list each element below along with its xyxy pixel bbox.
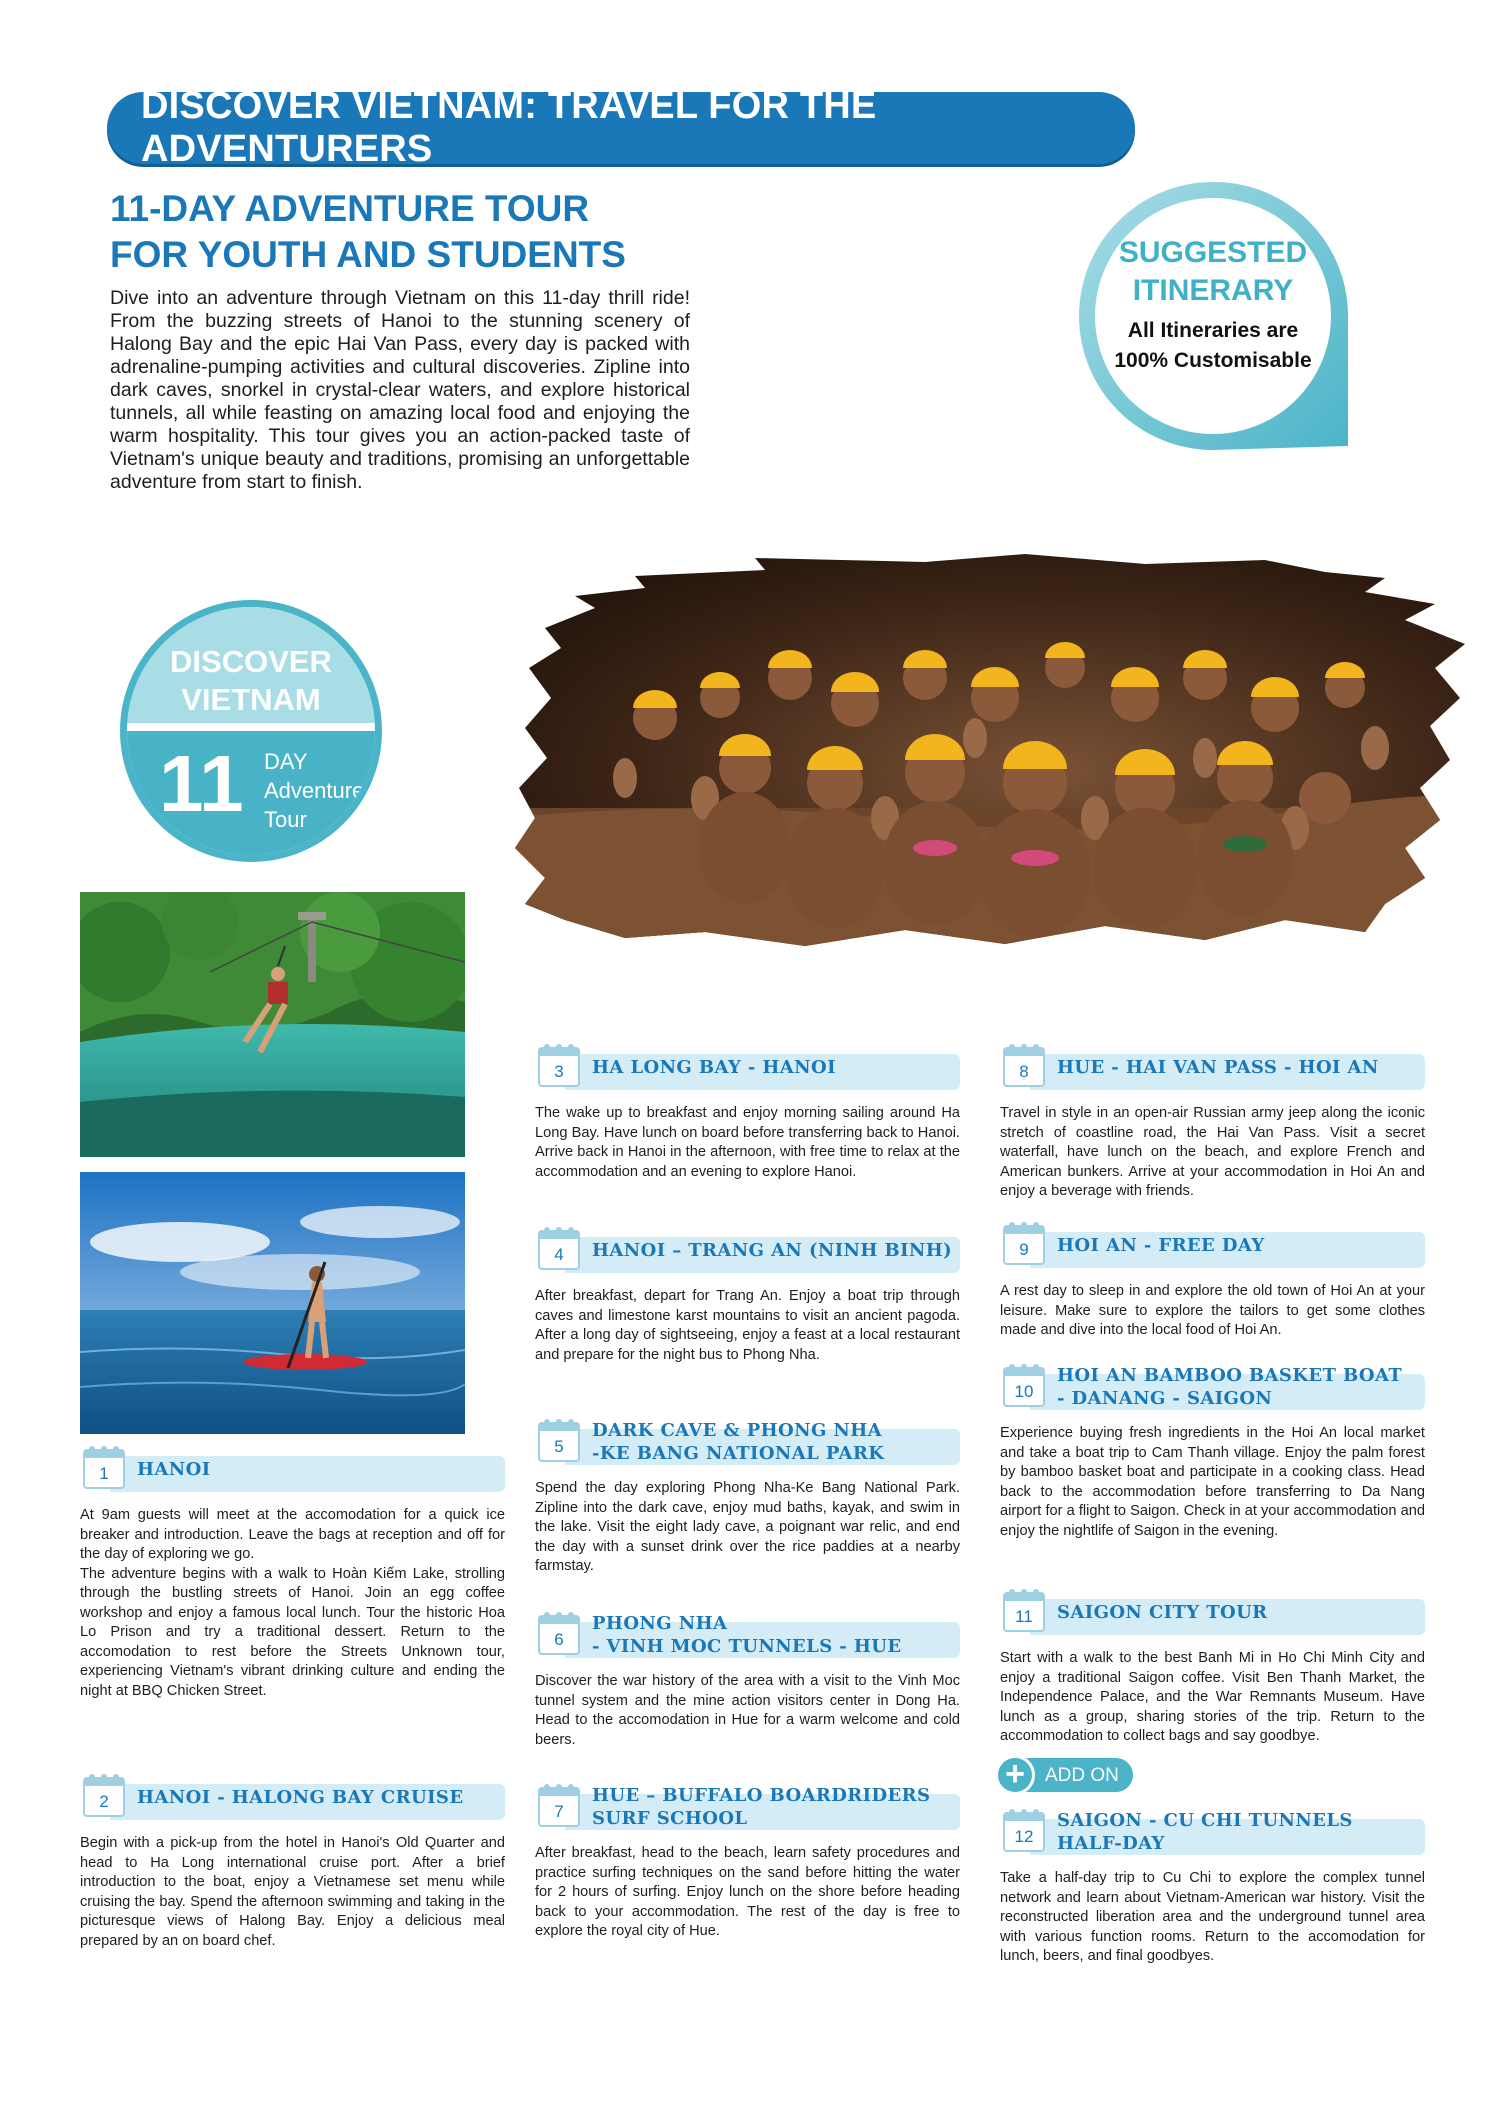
day-12-tab [1000, 1810, 1425, 1855]
day-7-body: After breakfast, head to the beach, learn safety procedures and practice surfing techniques on the sand before hitting the water for 2 hours of surfing. Enjoy lunch on the shore before heading back to your accommodation. The rest of the day is free to explore the royal city of Hue. [535, 1845, 960, 1939]
discover-title [127, 643, 375, 719]
suggested-subtitle [1068, 316, 1358, 376]
paddleboard-photo [80, 1172, 465, 1434]
day-9-tab [1000, 1228, 1425, 1268]
day-11-tab [1000, 1595, 1425, 1635]
mud-bath-group-photo [505, 548, 1495, 953]
discover-unit-line3: Tour [264, 807, 307, 832]
day-11-title-line1: SAIGON CITY TOUR [1057, 1602, 1268, 1623]
day-3-section [535, 1050, 960, 1182]
day-8-title-line1: HUE - HAI VAN PASS - HOI AN [1057, 1057, 1379, 1078]
day-4-section [535, 1233, 960, 1365]
day-7-title-line1: HUE – BUFFALO BOARDRIDERS [592, 1785, 931, 1806]
day-2-title [137, 1786, 499, 1809]
day-6-title [592, 1612, 954, 1658]
day-1-title-line1: HANOI [137, 1459, 211, 1480]
day-10-body: Experience buying fresh ingredients in the Hoi An local market and take a boat trip to Cam Thanh village. Enjoy the palm forest by bamboo basket boat and participate in a cooking class. Head back to the accommodation before transferring to Da Nang airport for a flight to Saigon. Check in at your accommodation and enjoy the nightlife of Saigon in the evening. [1000, 1425, 1425, 1539]
day-10-section [1000, 1365, 1425, 1541]
day-9-title-line1: HOI AN - FREE DAY [1057, 1235, 1265, 1256]
day-8-tab [1000, 1050, 1425, 1090]
suggested-title-line2: ITINERARY [1132, 274, 1294, 307]
day-7-title-line2: SURF SCHOOL [592, 1808, 748, 1829]
banner-title: DISCOVER VIETNAM: TRAVEL FOR THE ADVENTURERS [141, 85, 877, 170]
badge-pin-shape [1068, 178, 1358, 450]
day-10-title-line1: HOI AN BAMBOO BASKET BOAT [1057, 1365, 1403, 1386]
suggested-sub-line2: 100% Customisable [1114, 349, 1312, 372]
day-5-title [592, 1419, 954, 1465]
day-3-title-line1: HA LONG BAY - HANOI [592, 1057, 836, 1078]
day-12-title-line1: SAIGON - CU CHI TUNNELS [1057, 1810, 1353, 1831]
day-6-body: Discover the war history of the area with a visit to the Vinh Moc tunnel system and the mine action visitors center in Dong Ha. Head to the accomodation in Hue for a warm welcome and cold beers. [535, 1673, 960, 1748]
zipline-lake-photo [80, 892, 465, 1157]
day-1-body: At 9am guests will meet at the accomodation for a quick ice breaker and introduction. Leave the bags at reception and off for the day of exploring we go. The adventure begins with a walk to Hoàn Kiếm Lake, strolling through the bustling streets of Hanoi. Join an egg coffee workshop and enjoy a famous local lunch. Tour the historic Hoa Lo Prison and try a traditional dessert. Return to the accomodation to rest before the Streets Unknown tour, experiencing Vietnam's vibrant drinking culture and ending the night at BBQ Chicken Street. [80, 1507, 505, 1699]
day-5-title-line1: DARK CAVE & PHONG NHA [592, 1420, 883, 1441]
day-10-title [1057, 1364, 1419, 1410]
discover-vietnam-badge [120, 600, 382, 862]
discover-unit [264, 747, 364, 834]
tour-intro: Dive into an adventure through Vietnam on this 11-day thrill ride! From the buzzing streets of Hanoi to the stunning scenery of Halong Bay and the epic Hai Van Pass, every day is packed with adrenaline-pumping activities and cultural discoveries. Zipline into dark caves, snorkel in crystal-clear waters, and explore historical tunnels, all while feasting on amazing local food and enjoying the warm hospitality. This tour gives you an action-packed taste of Vietnam's unique beauty and traditions, promising an unforgettable adventure from start to finish. [110, 287, 690, 493]
day-4-body: After breakfast, depart for Trang An. Enjoy a boat trip through caves and limestone karst mountains to visit an ancient pagoda. After a long day of sightseeing, enjoy a feast at a local restaurant and prepare for the night bus to Phong Nha. [535, 1288, 960, 1363]
day-6-number: 6 [554, 1630, 564, 1649]
day-5-title-line2: -KE BANG NATIONAL PARK [592, 1443, 885, 1464]
day-8-number: 8 [1019, 1062, 1029, 1081]
day-8-section [1000, 1050, 1425, 1202]
suggested-title-line1: SUGGESTED [1118, 236, 1308, 269]
day-9-section [1000, 1228, 1425, 1341]
day-11-title [1057, 1601, 1419, 1624]
day-3-body: The wake up to breakfast and enjoy morning sailing around Ha Long Bay. Have lunch on board before transferring back to Hanoi. Arrive back in Hanoi in the afternoon, with free time to relax at the accommodation and an evening to explore Hanoi. [535, 1105, 960, 1180]
day-9-title [1057, 1234, 1419, 1257]
day-6-title-line2: - VINH MOC TUNNELS - HUE [592, 1636, 902, 1657]
day-4-tab [535, 1233, 960, 1273]
suggested-sub-line1: All Itineraries are [1127, 319, 1299, 342]
day-6-section [535, 1613, 960, 1750]
day-11-section [1000, 1595, 1425, 1747]
tour-heading-line2: FOR YOUTH AND STUDENTS [110, 234, 626, 275]
discover-unit-line2: Adventure [264, 778, 365, 803]
day-10-tab [1000, 1365, 1425, 1410]
day-7-tab [535, 1785, 960, 1830]
discover-day-count: 11 [159, 739, 244, 828]
plus-icon: + [995, 1755, 1035, 1795]
day-3-tab [535, 1050, 960, 1090]
day-12-title [1057, 1809, 1419, 1855]
add-on-label: ADD ON [1045, 1765, 1119, 1786]
day-4-number: 4 [554, 1245, 564, 1264]
day-12-body: Take a half-day trip to Cu Chi to explore the complex tunnel network and learn about Vietnam-American war history. Visit the reconstructed liberation area and the underground tunnel area with various function rooms. Return to the accomodation for lunch, beers, and final goodbyes. [1000, 1870, 1425, 1964]
day-12-section [1000, 1810, 1425, 1967]
discover-line1: DISCOVER [170, 644, 332, 679]
day-2-title-line1: HANOI - HALONG BAY CRUISE [137, 1787, 464, 1808]
suggested-title [1068, 234, 1358, 310]
day-11-number: 11 [1015, 1607, 1033, 1626]
day-1-section [80, 1452, 505, 1701]
day-9-body: A rest day to sleep in and explore the old town of Hoi An at your leisure. Make sure to explore the tailors to get some clothes made and dive into the local food of Hoi An. [1000, 1283, 1425, 1338]
day-10-number: 10 [1014, 1382, 1034, 1401]
day-5-section [535, 1420, 960, 1577]
tour-heading [110, 186, 750, 278]
day-3-title [592, 1056, 954, 1079]
discover-line2: VIETNAM [181, 682, 321, 717]
day-11-body: Start with a walk to the best Banh Mi in Ho Chi Minh City and enjoy a traditional Saigon coffee. Visit Ben Thanh Market, the Independence Palace, and the War Remnants Museum. Have lunch as a group, sharing stories of the trip. Return to the accommodation to collect bags and say goodbye. [1000, 1650, 1425, 1744]
day-12-number: 12 [1014, 1827, 1034, 1846]
day-1-tab [80, 1452, 505, 1492]
discover-unit-line1: DAY [264, 749, 308, 774]
day-8-body: Travel in style in an open-air Russian army jeep along the iconic stretch of coastline road, the Hai Van Pass. Visit a secret waterfall, have lunch on the beach, and explore French and American bunkers. Arrive at your accommodation in Hoi An and enjoy a beverage with friends. [1000, 1105, 1425, 1199]
day-2-tab [80, 1780, 505, 1820]
suggested-itinerary-badge [1068, 178, 1358, 450]
day-5-body: Spend the day exploring Phong Nha-Ke Bang National Park. Zipline into the dark cave, enjoy mud baths, kayak, and swim in the lake. Visit the eight lady cave, a poignant war relic, and end the day with a sunset drink over the rice paddies at a nearby farmstay. [535, 1480, 960, 1574]
day-10-title-line2: - DANANG - SAIGON [1057, 1388, 1273, 1409]
day-1-number: 1 [99, 1464, 109, 1483]
day-3-number: 3 [554, 1062, 564, 1081]
day-2-body: Begin with a pick-up from the hotel in Hanoi's Old Quarter and head to Ha Long international cruise port. After a brief introduction to the boat, enjoy a Vietnamese set menu while cruising the bay. Spend the afternoon swimming and taking in the picturesque views of Halong Bay. Enjoy a delicious meal prepared by an on board chef. [80, 1835, 505, 1949]
day-12-title-line2: HALF-DAY [1057, 1833, 1165, 1854]
day-5-number: 5 [554, 1437, 564, 1456]
day-7-title [592, 1784, 954, 1830]
tour-heading-line1: 11-DAY ADVENTURE TOUR [110, 188, 590, 229]
day-5-tab [535, 1420, 960, 1465]
day-6-title-line1: PHONG NHA [592, 1613, 728, 1634]
add-on-badge [995, 1755, 1135, 1795]
day-2-section [80, 1780, 505, 1951]
day-7-section [535, 1785, 960, 1942]
day-8-title [1057, 1056, 1419, 1079]
day-7-number: 7 [554, 1802, 564, 1821]
day-4-title [592, 1239, 954, 1262]
page-banner [107, 85, 1135, 170]
day-4-title-line1: HANOI – TRANG AN (NINH BINH) [592, 1240, 953, 1261]
day-9-number: 9 [1019, 1240, 1029, 1259]
day-1-title [137, 1458, 499, 1481]
day-6-tab [535, 1613, 960, 1658]
day-2-number: 2 [99, 1792, 109, 1811]
